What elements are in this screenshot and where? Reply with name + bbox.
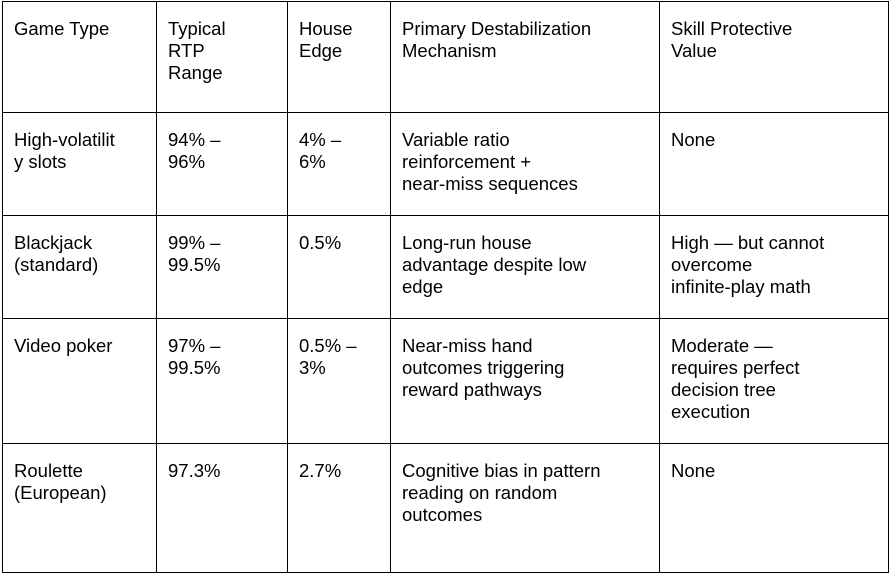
cell-skill-value: Moderate — requires perfect decision tree execution [660,319,889,444]
table-row [3,444,889,573]
cell-game-type: Blackjack (standard) [3,216,157,319]
header-typical-rtp-range: Typical RTP Range [157,2,288,113]
cell-house-edge: 0.5% – 3% [288,319,391,444]
cell-mechanism: Near-miss hand outcomes triggering reward pathways [391,319,660,444]
header-primary-destabilization-mechanism: Primary Destabilization Mechanism [391,2,660,113]
cell-rtp-range: 97.3% [157,444,288,573]
cell-rtp-range: 94% – 96% [157,113,288,216]
cell-skill-value: None [660,444,889,573]
cell-skill-value: None [660,113,889,216]
header-skill-protective-value: Skill Protective Value [660,2,889,113]
table-row [3,216,889,319]
header-game-type: Game Type [3,2,157,113]
cell-rtp-range: 99% – 99.5% [157,216,288,319]
cell-mechanism: Cognitive bias in pattern reading on random outcomes [391,444,660,573]
cell-game-type: Roulette (European) [3,444,157,573]
cell-rtp-range: 97% – 99.5% [157,319,288,444]
cell-game-type: High-volatilit y slots [3,113,157,216]
cell-game-type: Video poker [3,319,157,444]
cell-house-edge: 2.7% [288,444,391,573]
table-header-row [3,2,889,113]
cell-skill-value: High — but cannot overcome infinite-play math [660,216,889,319]
table-row [3,319,889,444]
game-comparison-table [2,1,889,573]
cell-mechanism: Long-run house advantage despite low edge [391,216,660,319]
cell-house-edge: 0.5% [288,216,391,319]
cell-mechanism: Variable ratio reinforcement + near-miss sequences [391,113,660,216]
table-row [3,113,889,216]
cell-house-edge: 4% – 6% [288,113,391,216]
header-house-edge: House Edge [288,2,391,113]
